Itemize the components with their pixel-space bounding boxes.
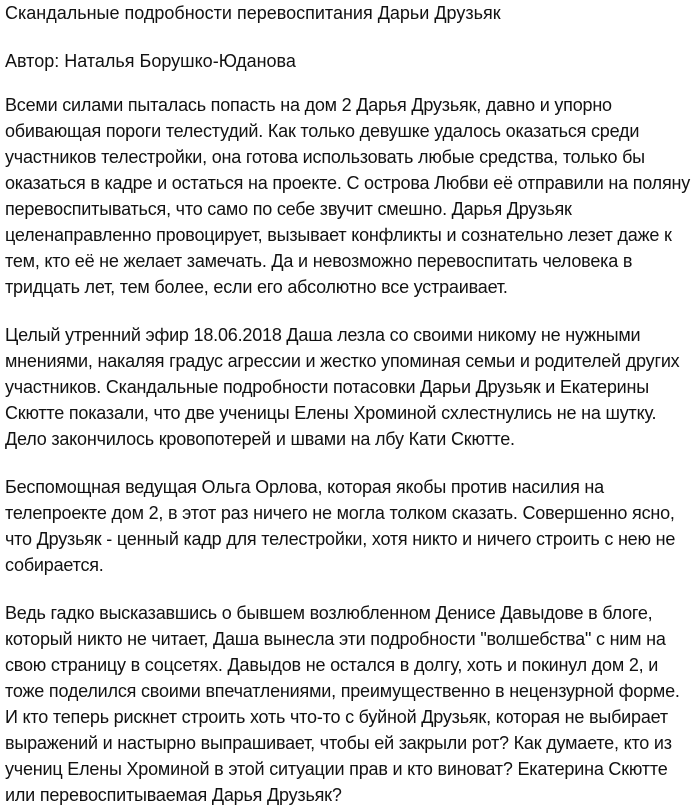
article-paragraph-1: Всеми силами пыталась попасть на дом 2 Дарья Друзьяк, давно и упорно обивающая пороги телестудий. Как только девушке удалось оказаться среди участников телестройки, она готова использовать любые средства, только бы оказаться в кадре и остаться на проекте. С острова Любви её отправили на поляну перевоспитываться, что само по себе звучит смешно. Дарья Друзьяк целенаправленно провоцирует, вызывает конфликты и сознательно лезет даже к тем, кто её не желает замечать. Да и невозможно перевоспитать человека в тридцать лет, тем более, если его абсолютно все устраивает. bbox=[5, 95, 691, 297]
article-title: Скандальные подробности перевоспитания Дарьи Друзьяк bbox=[5, 3, 501, 23]
article-paragraph-4: Ведь гадко высказавшись о бывшем возлюбленном Денисе Давыдове в блоге, который никто не читает, Даша вынесла эти подробности "волшебства" с ним на свою страницу в соцсетях. Давыдов не остался в долгу, хоть и покинул дом 2, и тоже поделился своими впечатлениями, преимущественно в нецензурной форме. И кто теперь рискнет строить хоть что-то с буйной Друзьяк, которая не выбирает выражений и настырно выпрашивает, чтобы ей закрыли рот? Как думаете, кто из учениц Елены Хроминой в этой ситуации прав и кто виноват? Екатерина Скютте или перевоспитываемая Дарья Друзьяк? bbox=[5, 603, 680, 805]
article-paragraph-3: Беспомощная ведущая Ольга Орлова, которая якобы против насилия на телепроекте дом 2, в этот раз ничего не могла толком сказать. Совершенно ясно, что Друзьяк - ценный кадр для телестройки, хотя никто и ничего строить с нею не собирается. bbox=[5, 477, 676, 575]
article-paragraph-2: Целый утренний эфир 18.06.2018 Даша лезла со своими никому не нужными мнениями, накаляя градус агрессии и жестко упоминая семьи и родителей других участников. Скандальные подробности потасовки Дарьи Друзьяк и Екатерины Скютте показали, что две ученицы Елены Хроминой схлестнулись не на шутку. Дело закончилось кровопотерей и швами на лбу Кати Скютте. bbox=[5, 325, 680, 449]
article-author: Автор: Наталья Борушко-Юданова bbox=[5, 51, 296, 71]
